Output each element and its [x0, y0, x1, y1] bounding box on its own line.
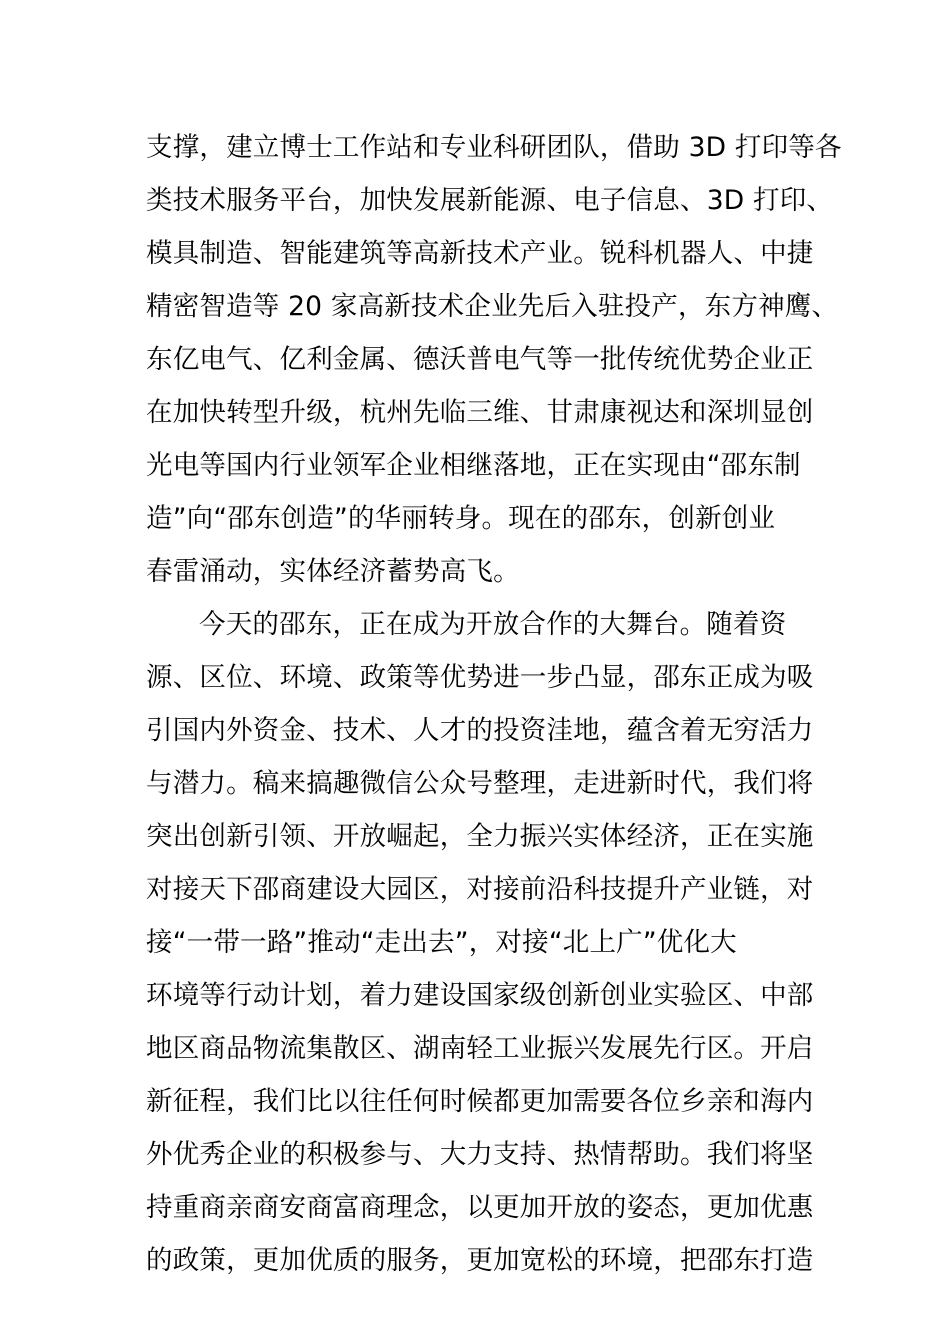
- text-line: 对接天下邵商建设大园区，对接前沿科技提升产业链，对: [146, 874, 814, 905]
- text-line: 春雷涌动，实体经济蓄势高飞。: [146, 556, 520, 587]
- text-line: 外优秀企业的积极参与、大力支持、热情帮助。我们将坚: [146, 1139, 814, 1170]
- text-line: 模具制造、智能建筑等高新技术产业。锐科机器人、中捷: [146, 238, 814, 269]
- text-line: 环境等行动计划，着力建设国家级创新创业实验区、中部: [146, 980, 814, 1011]
- text-line: 在加快转型升级，杭州先临三维、甘肃康视达和深圳显创: [146, 397, 814, 428]
- text-line: 与潜力。稿来搞趣微信公众号整理，走进新时代，我们将: [146, 768, 814, 799]
- text-line: 东亿电气、亿利金属、德沃普电气等一批传统优势企业正: [146, 344, 814, 375]
- text-line: 的政策，更加优质的服务，更加宽松的环境，把邵东打造: [146, 1245, 814, 1276]
- text-line: 今天的邵东，正在成为开放合作的大舞台。随着资: [199, 609, 787, 640]
- text-line: 造”向“邵东创造”的华丽转身。现在的邵东，创新创业: [146, 503, 776, 534]
- text-line: 精密智造等 20 家高新技术企业先后入驻投产，东方神鹰、: [146, 291, 839, 322]
- text-line: 接“一带一路”推动“走出去”，对接“北上广”优化大: [146, 927, 737, 958]
- text-line: 持重商亲商安商富商理念，以更加开放的姿态，更加优惠: [146, 1192, 814, 1223]
- text-line: 类技术服务平台，加快发展新能源、电子信息、3D 打印、: [146, 185, 834, 216]
- text-line: 突出创新引领、开放崛起，全力振兴实体经济，正在实施: [146, 821, 814, 852]
- text-line: 引国内外资金、技术、人才的投资洼地，蕴含着无穷活力: [146, 715, 814, 746]
- text-line: 新征程，我们比以往任何时候都更加需要各位乡亲和海内: [146, 1086, 814, 1117]
- text-line: 支撑，建立博士工作站和专业科研团队，借助 3D 打印等各: [146, 132, 842, 163]
- text-line: 源、区位、环境、政策等优势进一步凸显，邵东正成为吸: [146, 662, 814, 693]
- text-line: 光电等国内行业领军企业相继落地，正在实现由“邵东制: [146, 450, 801, 481]
- text-line: 地区商品物流集散区、湖南轻工业振兴发展先行区。开启: [146, 1033, 814, 1064]
